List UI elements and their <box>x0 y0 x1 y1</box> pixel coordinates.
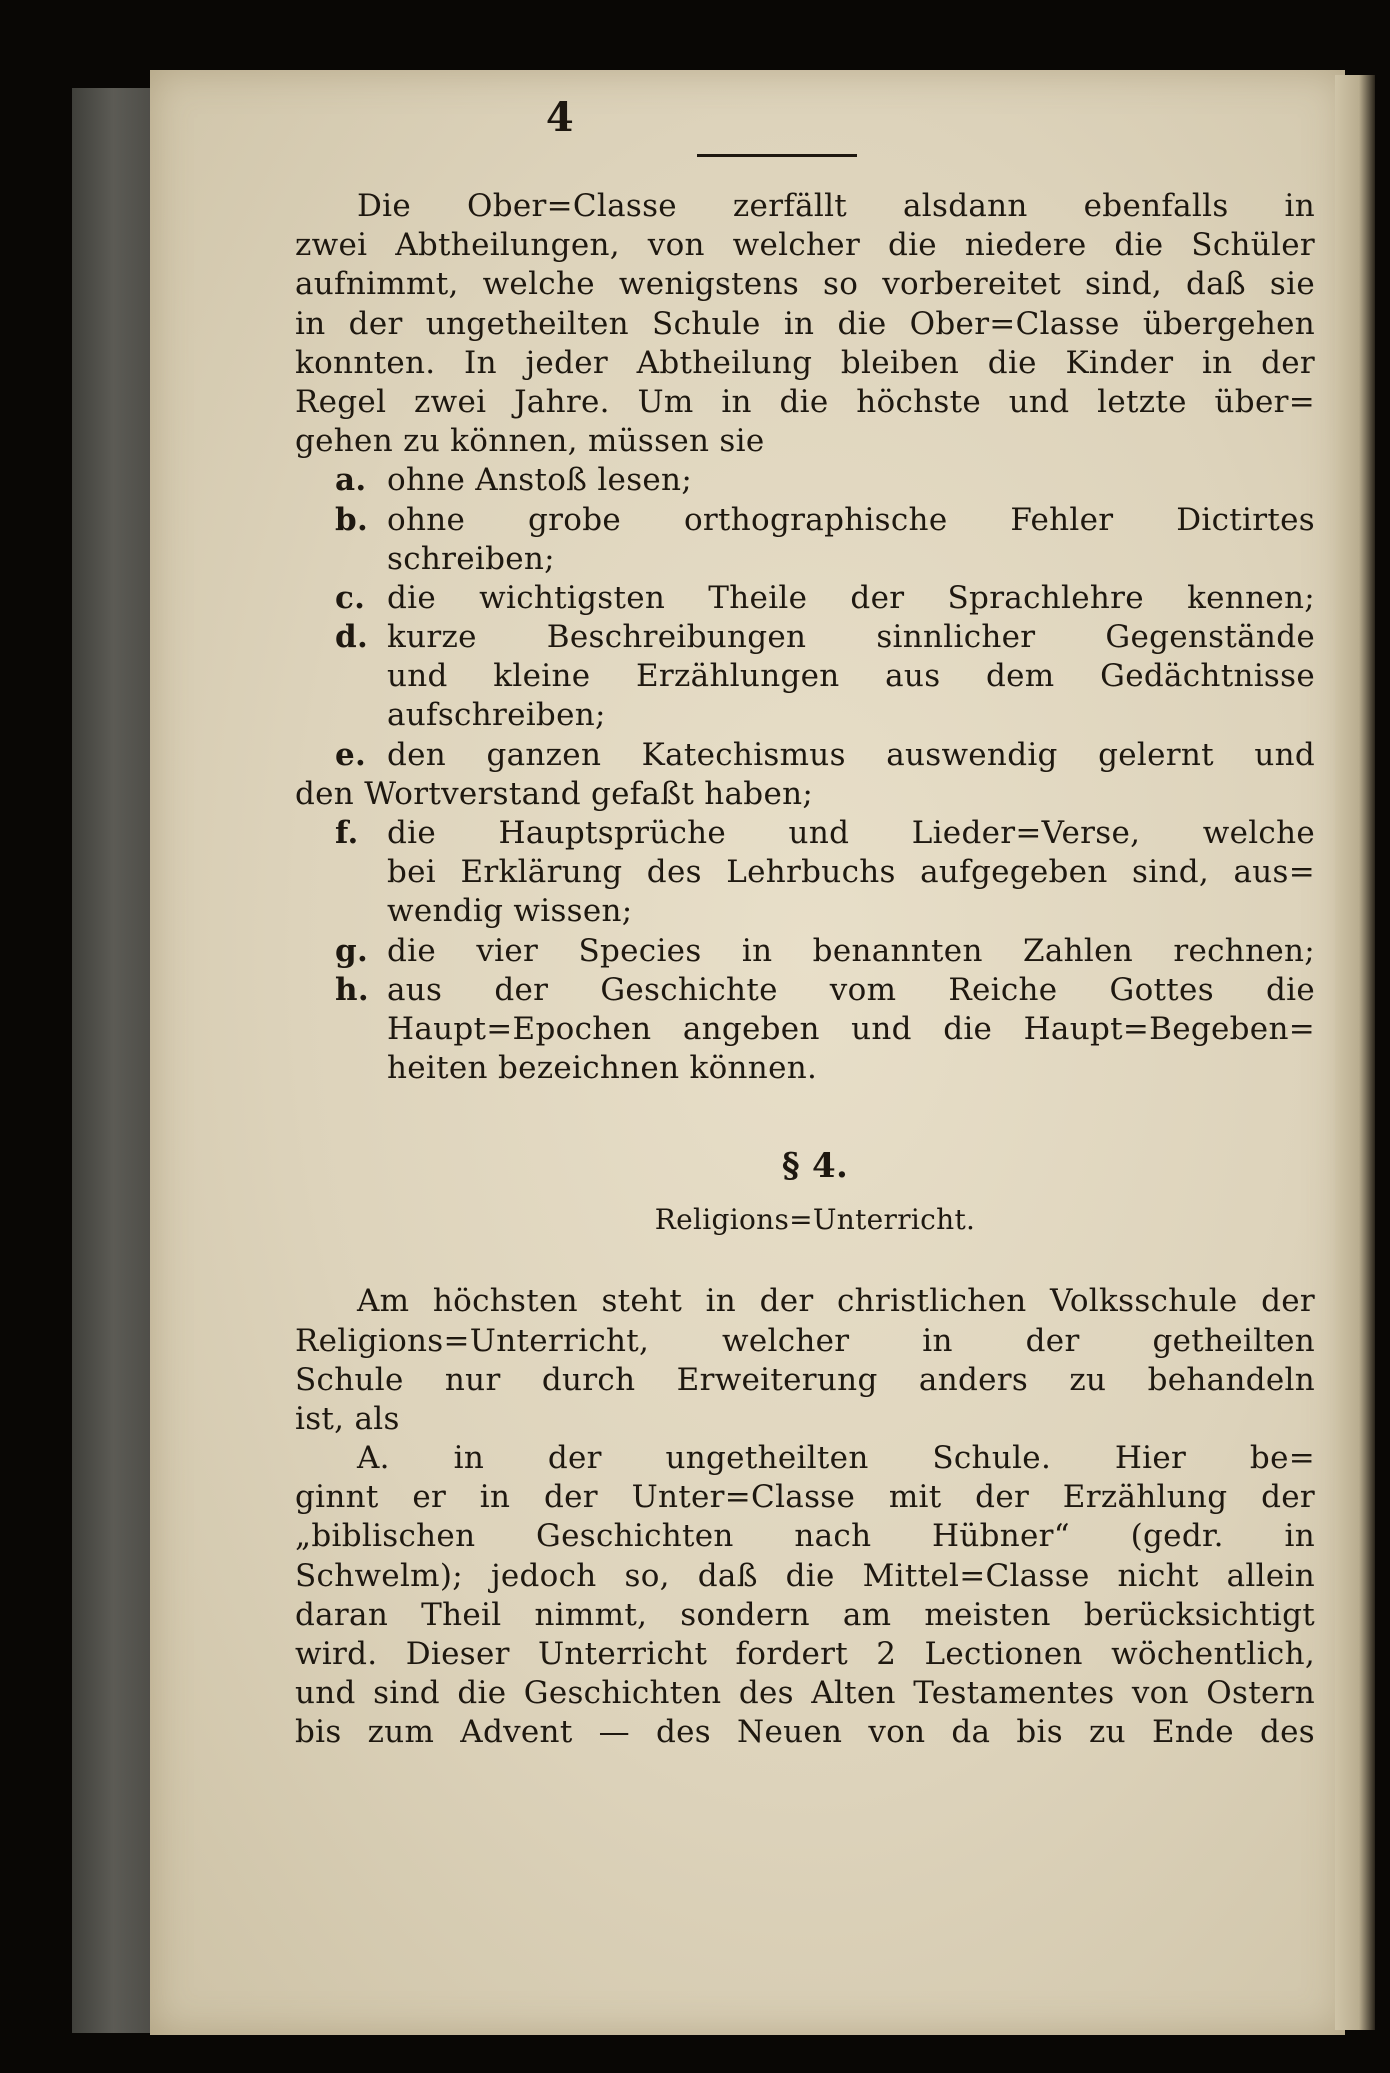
list-marker: c. <box>335 579 366 616</box>
text-line: Schwelm); jedoch so, daß die Mittel=Classe nicht allein <box>295 1557 1315 1594</box>
list-marker: f. <box>335 815 359 851</box>
list-text: den ganzen Katechismus auswendig gelernt und <box>387 736 1315 773</box>
list-marker: d. <box>335 619 369 656</box>
list-continuation: Haupt=Epochen angeben und die Haupt=Begeben= <box>387 1010 1315 1047</box>
text-line: daran Theil nimmt, sondern am meisten berücksichtigt <box>295 1596 1315 1633</box>
text-line: wird. Dieser Unterricht fordert 2 Lectionen wöchentlich, <box>295 1636 1315 1672</box>
text-line: zwei Abtheilungen, von welcher die niedere die Schüler <box>295 227 1315 264</box>
list-item <box>295 814 1315 853</box>
list-continuation: wendig wissen; <box>387 893 633 930</box>
text-line: Religions=Unterricht, welcher in der getheilten <box>295 1322 1315 1359</box>
text-line: ginnt er in der Unter=Classe mit der Erzählung der <box>295 1479 1315 1516</box>
list-text: die vier Species in benannten Zahlen rechnen; <box>387 932 1315 969</box>
text-line: gehen zu können, müssen sie <box>295 423 765 460</box>
page-text <box>295 90 1315 1753</box>
text-line: aufnimmt, welche wenigstens so vorbereitet sind, daß sie <box>295 266 1315 303</box>
text-line: „biblischen Geschichten nach Hübner“ (gedr. in <box>295 1518 1315 1555</box>
header-rule <box>697 154 857 157</box>
list-item <box>295 461 1315 500</box>
text-line: Am höchsten steht in der christlichen Volksschule der <box>357 1283 1315 1320</box>
text-line: Schule nur durch Erweiterung anders zu behandeln <box>295 1361 1315 1398</box>
text-line: bis zum Advent — des Neuen von da bis zu Ende des <box>295 1714 1315 1751</box>
page-number: 4 <box>545 94 575 141</box>
list-continuation: bei Erklärung des Lehrbuchs aufgegeben sind, aus= <box>387 854 1315 891</box>
text-line: A. in der ungetheilten Schule. Hier be= <box>357 1440 1315 1477</box>
section-subtitle: Religions=Unterricht. <box>654 1203 976 1237</box>
text-line: in der ungetheilten Schule in die Ober=Classe übergehen <box>295 305 1315 342</box>
text-line: Die Ober=Classe zerfällt alsdann ebenfalls in <box>357 188 1315 224</box>
text-line: ist, als <box>295 1400 400 1437</box>
page-right-edge <box>1335 75 1375 2030</box>
list-marker: e. <box>335 736 367 773</box>
list-item <box>295 618 1315 657</box>
list-text: ohne Anstoß lesen; <box>387 462 693 499</box>
list-continuation: aufschreiben; <box>387 697 606 734</box>
paragraph-ungetheilte-schule <box>295 1439 1315 1753</box>
text-line: konnten. In jeder Abtheilung bleiben die Kinder in der <box>295 344 1315 381</box>
list-continuation: heiten bezeichnen können. <box>387 1050 818 1087</box>
list-marker: a. <box>335 462 367 499</box>
text-line: und sind die Geschichten des Alten Testamentes von Ostern <box>295 1675 1315 1712</box>
list-text: die Hauptsprüche und Lieder=Verse, welche <box>387 815 1315 851</box>
list-marker: b. <box>335 501 369 538</box>
text-line: Regel zwei Jahre. Um in die höchste und letzte über= <box>295 383 1315 420</box>
list-continuation: schreiben; <box>387 540 555 577</box>
list-item <box>295 736 1315 775</box>
list-item <box>295 971 1315 1010</box>
list-continuation: den Wortverstand gefaßt haben; <box>295 775 814 812</box>
list-marker: g. <box>335 932 369 969</box>
paragraph-ober-classe <box>295 187 1315 461</box>
spacer <box>295 1246 1315 1282</box>
list-item <box>295 932 1315 971</box>
list-item <box>295 501 1315 540</box>
list-text: aus der Geschichte vom Reiche Gottes die <box>387 971 1315 1008</box>
list-continuation: und kleine Erzählungen aus dem Gedächtnisse <box>387 658 1315 695</box>
list-marker: h. <box>335 971 369 1008</box>
list-text: ohne grobe orthographische Fehler Dictirtes <box>387 501 1315 538</box>
requirements-list <box>295 461 1315 1088</box>
list-text: kurze Beschreibungen sinnlicher Gegenstände <box>387 619 1315 656</box>
list-text: die wichtigsten Theile der Sprachlehre kennen; <box>387 579 1315 616</box>
section-heading: § 4. <box>781 1146 849 1187</box>
paragraph-religion <box>295 1282 1315 1439</box>
list-item <box>295 579 1315 618</box>
